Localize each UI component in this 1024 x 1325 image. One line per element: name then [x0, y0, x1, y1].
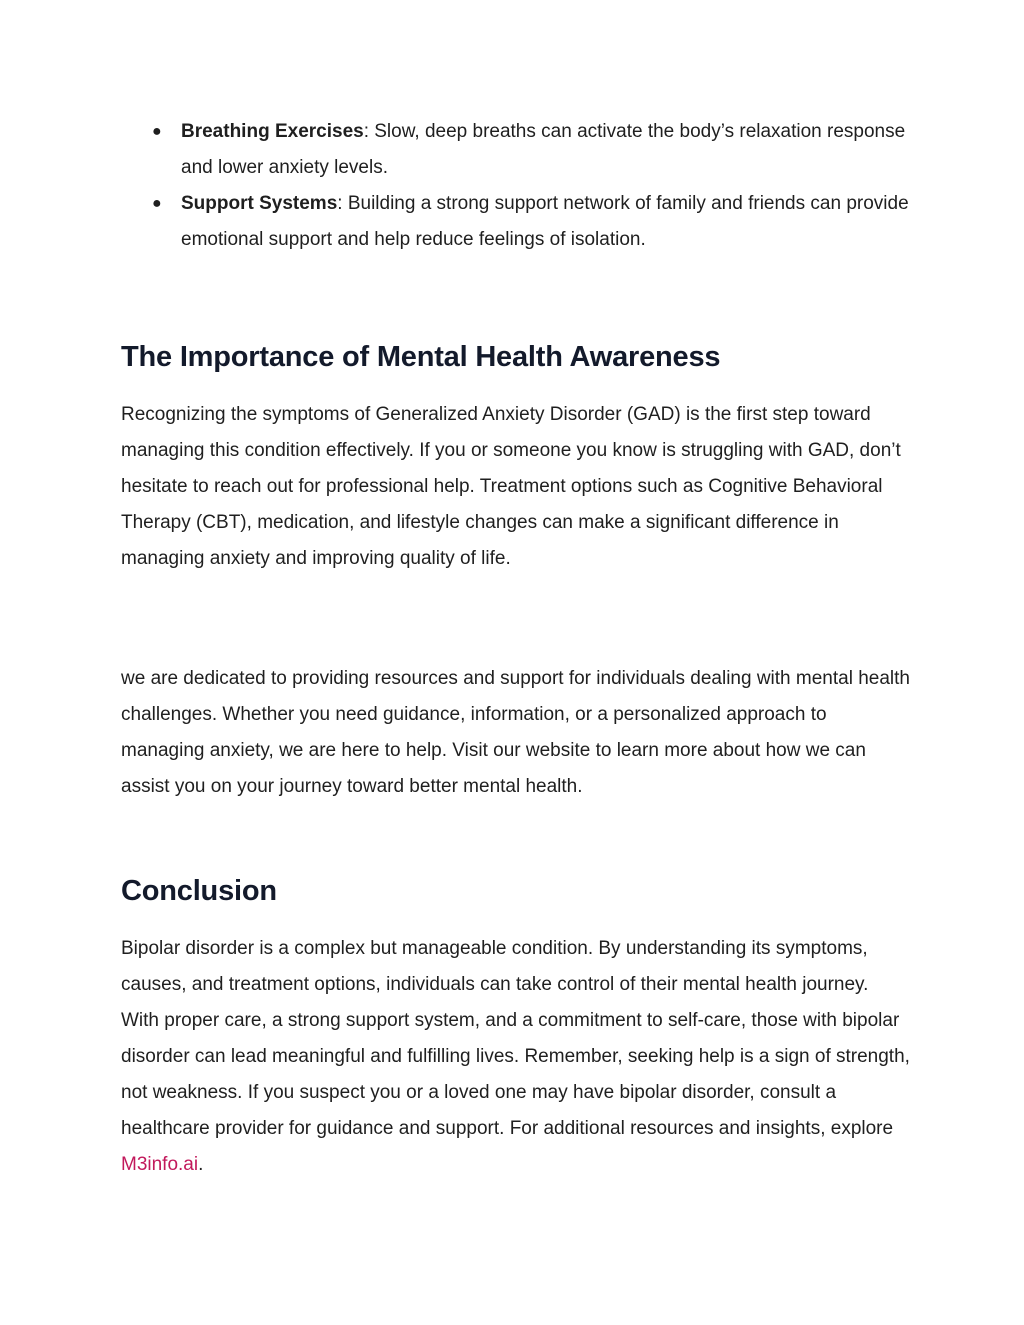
bullet-term: Breathing Exercises — [181, 121, 364, 142]
bullet-list — [121, 114, 911, 258]
bullet-item-breathing — [121, 114, 911, 186]
bullet-item-support — [121, 186, 911, 258]
paragraph-conclusion — [121, 931, 911, 1183]
bullet-text: : Building a strong support network of family and friends can provide emotional support and help reduce feelings of isolation. — [181, 193, 909, 250]
conclusion-end: . — [198, 1154, 204, 1175]
bullet-term: Support Systems — [181, 193, 338, 214]
heading-awareness: The Importance of Mental Health Awareness — [121, 341, 721, 373]
heading-conclusion: Conclusion — [121, 875, 277, 907]
paragraph-awareness: Recognizing the symptoms of Generalized Anxiety Disorder (GAD) is the first step toward managing this condition effectively. If you or someone you know is struggling with GAD, don’t hesitate to reach out for professional help. Treatment options such as Cognitive Behavioral Therapy (CBT), medication, and lifestyle changes can make a significant difference in managing anxiety and improving quality of life. — [121, 404, 901, 569]
conclusion-text: Bipolar disorder is a complex but manageable condition. By understanding its symptoms, causes, and treatment options, individuals can take control of their mental health journey. With proper care, a strong support system, and a commitment to self-care, those with bipolar disorder can lead meaningful and fulfilling lives. Remember, seeking help is a sign of strength, not weakness. If you suspect you or a loved one may have bipolar disorder, consult a healthcare provider for guidance and support. For additional resources and insights, explore — [121, 938, 910, 1139]
paragraph-dedication: we are dedicated to providing resources and support for individuals dealing with mental health challenges. Whether you need guidance, information, or a personalized approach to managing anxiety, we are here to help. Visit our website to learn more about how we can assist you on your journey toward better mental health. — [121, 668, 910, 797]
m3info-link[interactable]: M3info.ai — [121, 1154, 199, 1175]
bullet-dot-icon: ● — [152, 195, 162, 212]
bullet-text: : Slow, deep breaths can activate the body’s relaxation response and lower anxiety levels. — [181, 121, 906, 178]
bullet-dot-icon: ● — [152, 123, 162, 140]
